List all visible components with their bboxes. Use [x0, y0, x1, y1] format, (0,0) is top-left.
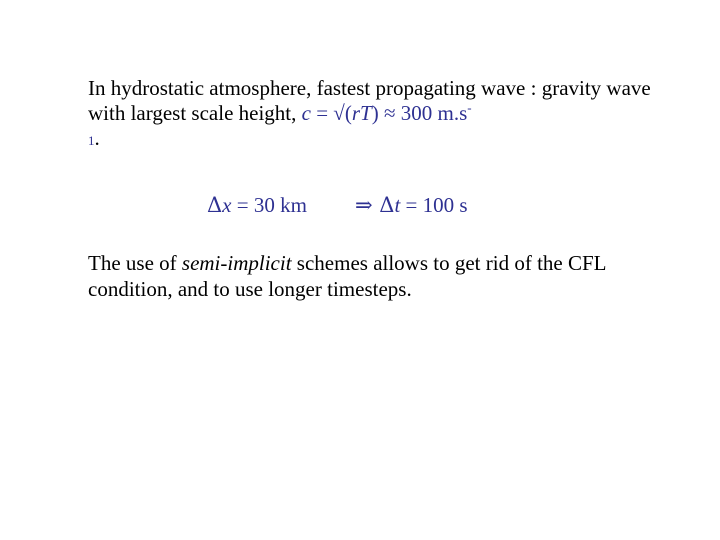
- delta-t-var: t: [394, 193, 401, 217]
- delta-x-var: x: [222, 193, 232, 217]
- semi-implicit-emphasis: semi-implicit: [181, 251, 292, 275]
- delta-t-equation: [355, 193, 468, 218]
- semi-implicit-paragraph: [88, 250, 688, 303]
- delta-x-symbol: Δ: [207, 193, 223, 217]
- formula-equals-sqrt: = √(: [310, 101, 352, 126]
- formula-value: ) ≈ 300 m.s: [371, 101, 468, 126]
- formula-T: T: [360, 101, 372, 126]
- para2-after: schemes allows to get rid of the CFL condition, and to use longer timesteps.: [88, 251, 606, 302]
- para2-before: The use of: [88, 251, 182, 275]
- delta-t-value: = 100 s: [400, 193, 468, 217]
- delta-x-equation: [207, 193, 307, 218]
- implies-symbol: ⇒: [355, 193, 373, 217]
- wave-speed-paragraph: [88, 76, 688, 152]
- delta-x-value: = 30 km: [231, 193, 307, 217]
- exponent-dash: -: [467, 100, 472, 116]
- delta-t-symbol: Δ: [372, 193, 395, 217]
- intro-text: In hydrostatic atmosphere, fastest propagating wave : gravity wave with largest scale height,: [88, 76, 651, 126]
- speed-formula: [302, 101, 472, 125]
- sentence-period: .: [94, 126, 100, 151]
- formula-c: c: [301, 101, 311, 126]
- formula-r: r: [351, 101, 361, 126]
- exponent-one: 1: [88, 133, 95, 149]
